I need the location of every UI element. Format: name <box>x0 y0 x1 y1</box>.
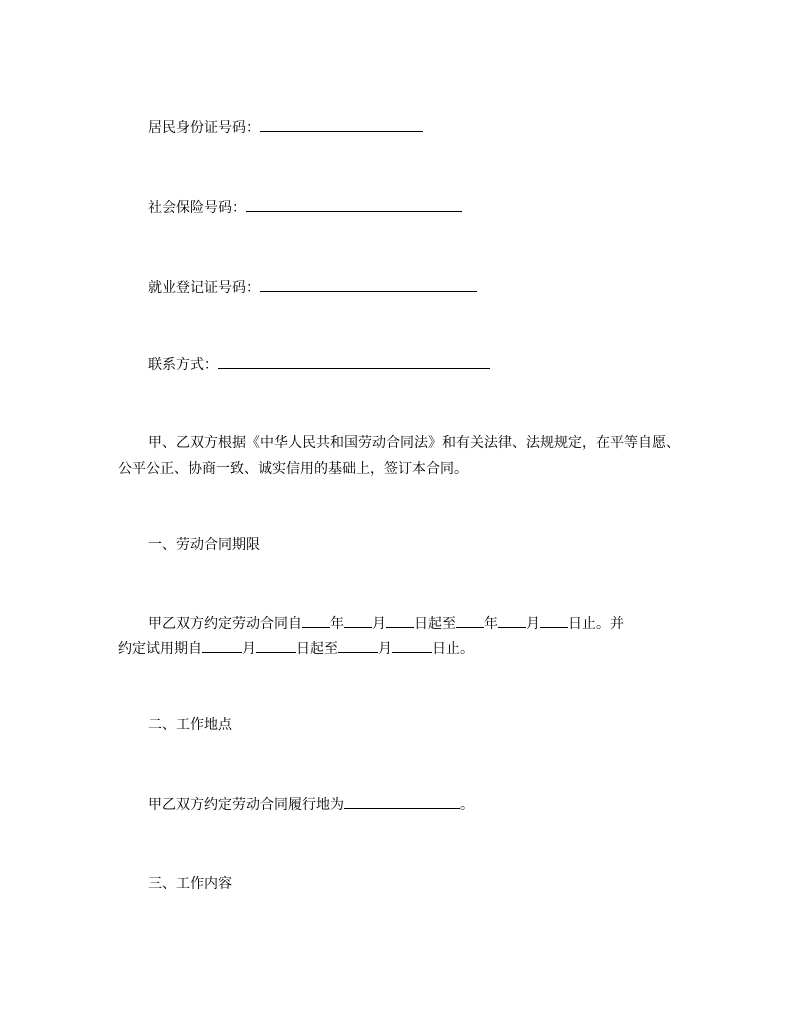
id-number-blank[interactable] <box>260 116 423 132</box>
month-label: 月 <box>526 616 540 632</box>
employment-reg-line <box>118 275 718 301</box>
intro-paragraph: 甲、乙双方根据《中华人民共和国劳动合同法》和有关法律、法规规定，在平等自愿、公平公正、协商一致、诚实信用的基础上，签订本合同。 <box>118 435 680 477</box>
employment-reg-label: 就业登记证号码： <box>148 280 260 296</box>
end-day-blank[interactable] <box>540 612 568 628</box>
section-3-heading: 三、工作内容 <box>148 876 232 892</box>
probation-start-month-blank[interactable] <box>202 637 242 653</box>
day-from-label: 日起至 <box>414 616 456 632</box>
contract-term-line-2 <box>118 636 688 662</box>
probation-start-day-blank[interactable] <box>256 637 296 653</box>
year-label: 年 <box>484 616 498 632</box>
id-number-label: 居民身份证号码： <box>148 120 260 136</box>
year-label: 年 <box>330 616 344 632</box>
contract-term-line-1 <box>118 611 718 637</box>
id-number-line <box>118 115 718 141</box>
probation-end-day-blank[interactable] <box>392 637 432 653</box>
start-year-blank[interactable] <box>302 612 330 628</box>
start-month-blank[interactable] <box>344 612 372 628</box>
contact-label: 联系方式： <box>148 357 218 373</box>
social-security-line <box>118 195 718 221</box>
day-end-label: 日止。并 <box>568 616 624 632</box>
start-day-blank[interactable] <box>386 612 414 628</box>
day-from-label: 日起至 <box>296 641 338 657</box>
contact-blank[interactable] <box>218 353 490 369</box>
end-year-blank[interactable] <box>456 612 484 628</box>
month-label: 月 <box>242 641 256 657</box>
end-month-blank[interactable] <box>498 612 526 628</box>
probation-end-label: 日止。 <box>432 641 474 657</box>
work-location-blank[interactable] <box>344 793 460 809</box>
month-label: 月 <box>378 641 392 657</box>
section-2-heading: 二、工作地点 <box>148 717 232 733</box>
contact-line <box>118 352 718 378</box>
social-security-blank[interactable] <box>246 196 462 212</box>
social-security-label: 社会保险号码： <box>148 200 246 216</box>
probation-text: 约定试用期自 <box>118 641 202 657</box>
employment-reg-blank[interactable] <box>260 276 477 292</box>
probation-end-month-blank[interactable] <box>338 637 378 653</box>
period-label: 。 <box>460 797 474 813</box>
contract-term-text: 甲乙双方约定劳动合同自 <box>148 616 302 632</box>
section-1-heading: 一、劳动合同期限 <box>148 537 260 553</box>
work-location-text: 甲乙双方约定劳动合同履行地为 <box>148 797 344 813</box>
month-label: 月 <box>372 616 386 632</box>
work-location-line <box>118 792 718 818</box>
